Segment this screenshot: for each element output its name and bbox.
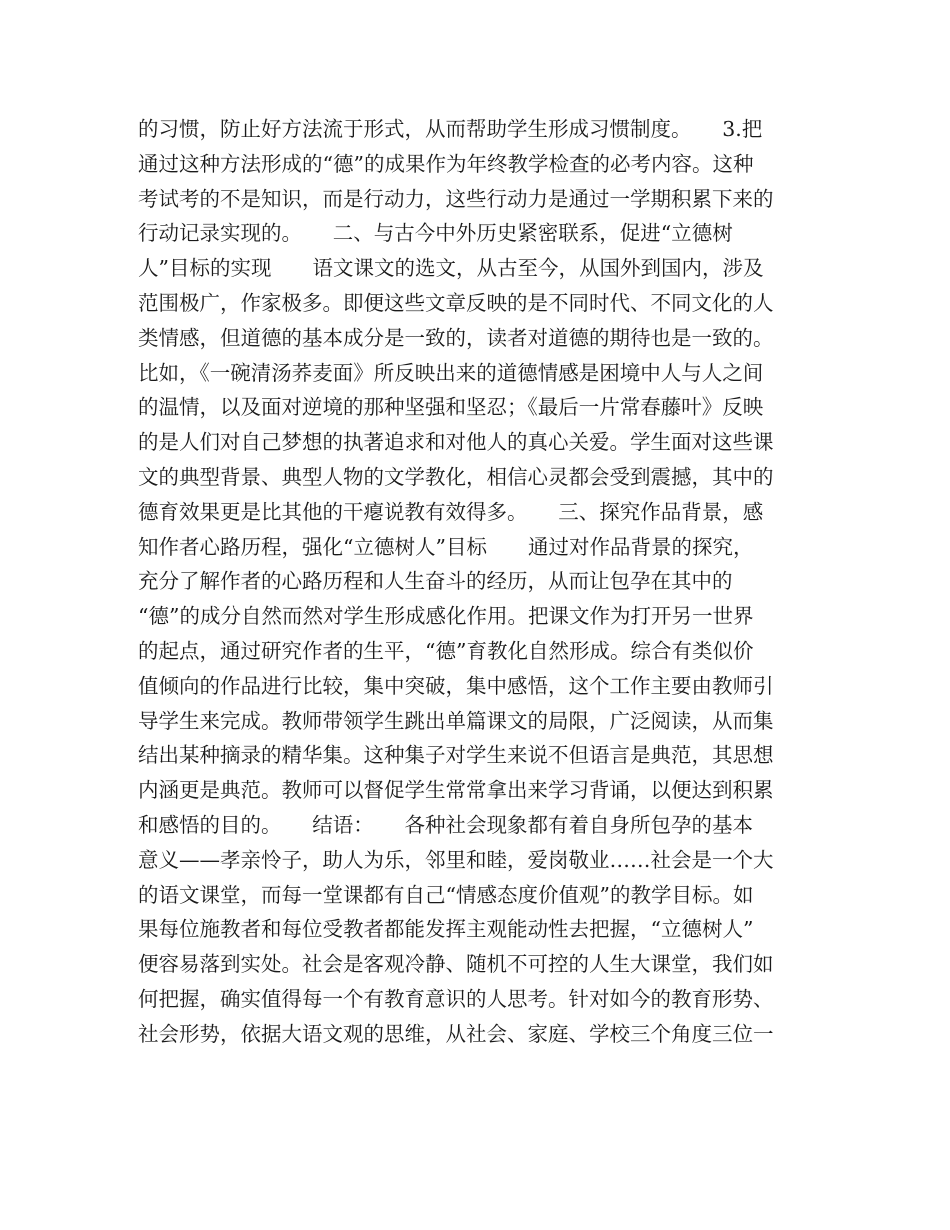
text-line: 文的典型背景、典型人物的文学教化，相信心灵都会受到震撼，其中的 — [138, 464, 774, 489]
text-line: 导学生来完成。教师带领学生跳出单篇课文的局限，广泛阅读，从而集 — [138, 708, 774, 733]
text-line: 德育效果更是比其他的干瘪说教有效得多。 三、探究作品背景，感 — [138, 499, 764, 524]
text-line: 何把握，确实值得每一个有教育意识的人思考。针对如今的教育形势、 — [138, 986, 774, 1011]
text-line: 比如，《一碗清汤荞麦面》所反映出来的道德情感是困境中人与人之间 — [138, 360, 764, 385]
text-line: 便容易落到实处。社会是客观冷静、随机不可控的人生大课堂，我们如 — [138, 952, 774, 977]
text-line: 社会形势，依据大语文观的思维，从社会、家庭、学校三个角度三位一 — [138, 1021, 774, 1046]
text-line: 人”目标的实现 语文课文的选文，从古至今，从国外到国内，涉及 — [138, 256, 764, 281]
text-line: 的语文课堂，而每一堂课都有自己“情感态度价值观”的教学目标。如 — [138, 882, 754, 907]
text-line: 和感悟的目的。 结语： 各种社会现象都有着自身所包孕的基本 — [138, 812, 753, 837]
text-line: 结出某种摘录的精华集。这种集子对学生来说不但语言是典范，其思想 — [138, 743, 774, 768]
text-line: 值倾向的作品进行比较，集中突破，集中感悟，这个工作主要由教师引 — [138, 673, 774, 698]
text-line: 行动记录实现的。 二、与古今中外历史紧密联系，促进“立德树 — [138, 221, 733, 246]
text-line: 内涵更是典范。教师可以督促学生常常拿出来学习背诵，以便达到积累 — [138, 778, 774, 803]
text-line: 的起点，通过研究作者的生平，“德”育教化自然形成。综合有类似价 — [138, 638, 754, 663]
text-line: 范围极广，作家极多。即便这些文章反映的是不同时代、不同文化的人 — [138, 290, 774, 315]
text-line: 类情感，但道德的基本成分是一致的，读者对道德的期待也是一致的。 — [138, 325, 774, 350]
text-line: 的习惯，防止好方法流于形式，从而帮助学生形成习惯制度。 3.把 — [138, 117, 763, 141]
text-line: 意义——孝亲怜子，助人为乐，邻里和睦，爱岗敬业……社会是一个大 — [138, 847, 774, 872]
text-line: 的是人们对自己梦想的执著追求和对他人的真心关爱。学生面对这些课 — [138, 430, 774, 455]
text-line: 通过这种方法形成的“德”的成果作为年终教学检查的必考内容。这种 — [138, 151, 754, 176]
text-line: 考试考的不是知识，而是行动力，这些行动力是通过一学期积累下来的 — [138, 186, 774, 211]
text-line: 果每位施教者和每位受教者都能发挥主观能动性去把握，“立德树人” — [138, 917, 754, 942]
text-line: 的温情，以及面对逆境的那种坚强和坚忍；《最后一片常春藤叶》反映 — [138, 395, 764, 420]
body-text — [138, 112, 818, 1052]
text-line: 知作者心路历程，强化“立德树人”目标 通过对作品背景的探究， — [138, 534, 754, 559]
text-line: “德”的成分自然而然对学生形成感化作用。把课文作为打开另一世界 — [138, 604, 754, 629]
text-line: 充分了解作者的心路历程和人生奋斗的经历，从而让包孕在其中的 — [138, 569, 733, 594]
